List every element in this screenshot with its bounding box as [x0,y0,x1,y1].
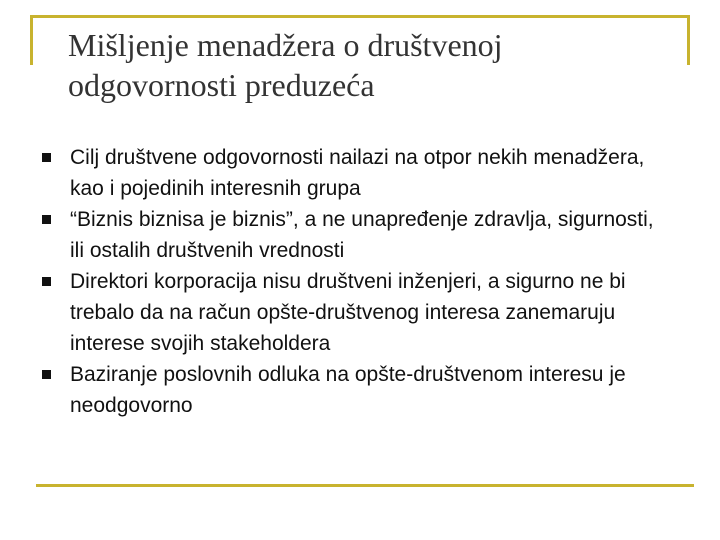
bullet-text: “Biznis biznisa je biznis”, a ne unapređenje zdravlja, sigurnosti, ili ostalih društvenih vrednosti [70,208,654,262]
square-bullet-icon [42,215,51,224]
bullet-text: Cilj društvene odgovornosti nailazi na otpor nekih menadžera, kao i pojedinih interesnih grupa [70,146,645,200]
bullet-text: Direktori korporacija nisu društveni inženjeri, a sigurno ne bi trebalo da na račun opšte-društvenog interesa zanemaruju interese svojih stakeholdera [70,270,626,355]
slide-title: Mišljenje menadžera o društvenoj odgovornosti preduzeća [68,27,503,103]
square-bullet-icon [42,277,51,286]
bullet-item [42,204,672,266]
bullet-item [42,142,672,204]
square-bullet-icon [42,370,51,379]
bullet-item [42,359,672,421]
bullet-list [42,142,672,421]
bullet-item [42,266,672,359]
left-divider [30,15,33,65]
right-divider [687,15,690,65]
top-divider [30,15,690,18]
square-bullet-icon [42,153,51,162]
bullet-text: Baziranje poslovnih odluka na opšte-društvenom interesu je neodgovorno [70,363,626,417]
bottom-divider [36,484,694,487]
